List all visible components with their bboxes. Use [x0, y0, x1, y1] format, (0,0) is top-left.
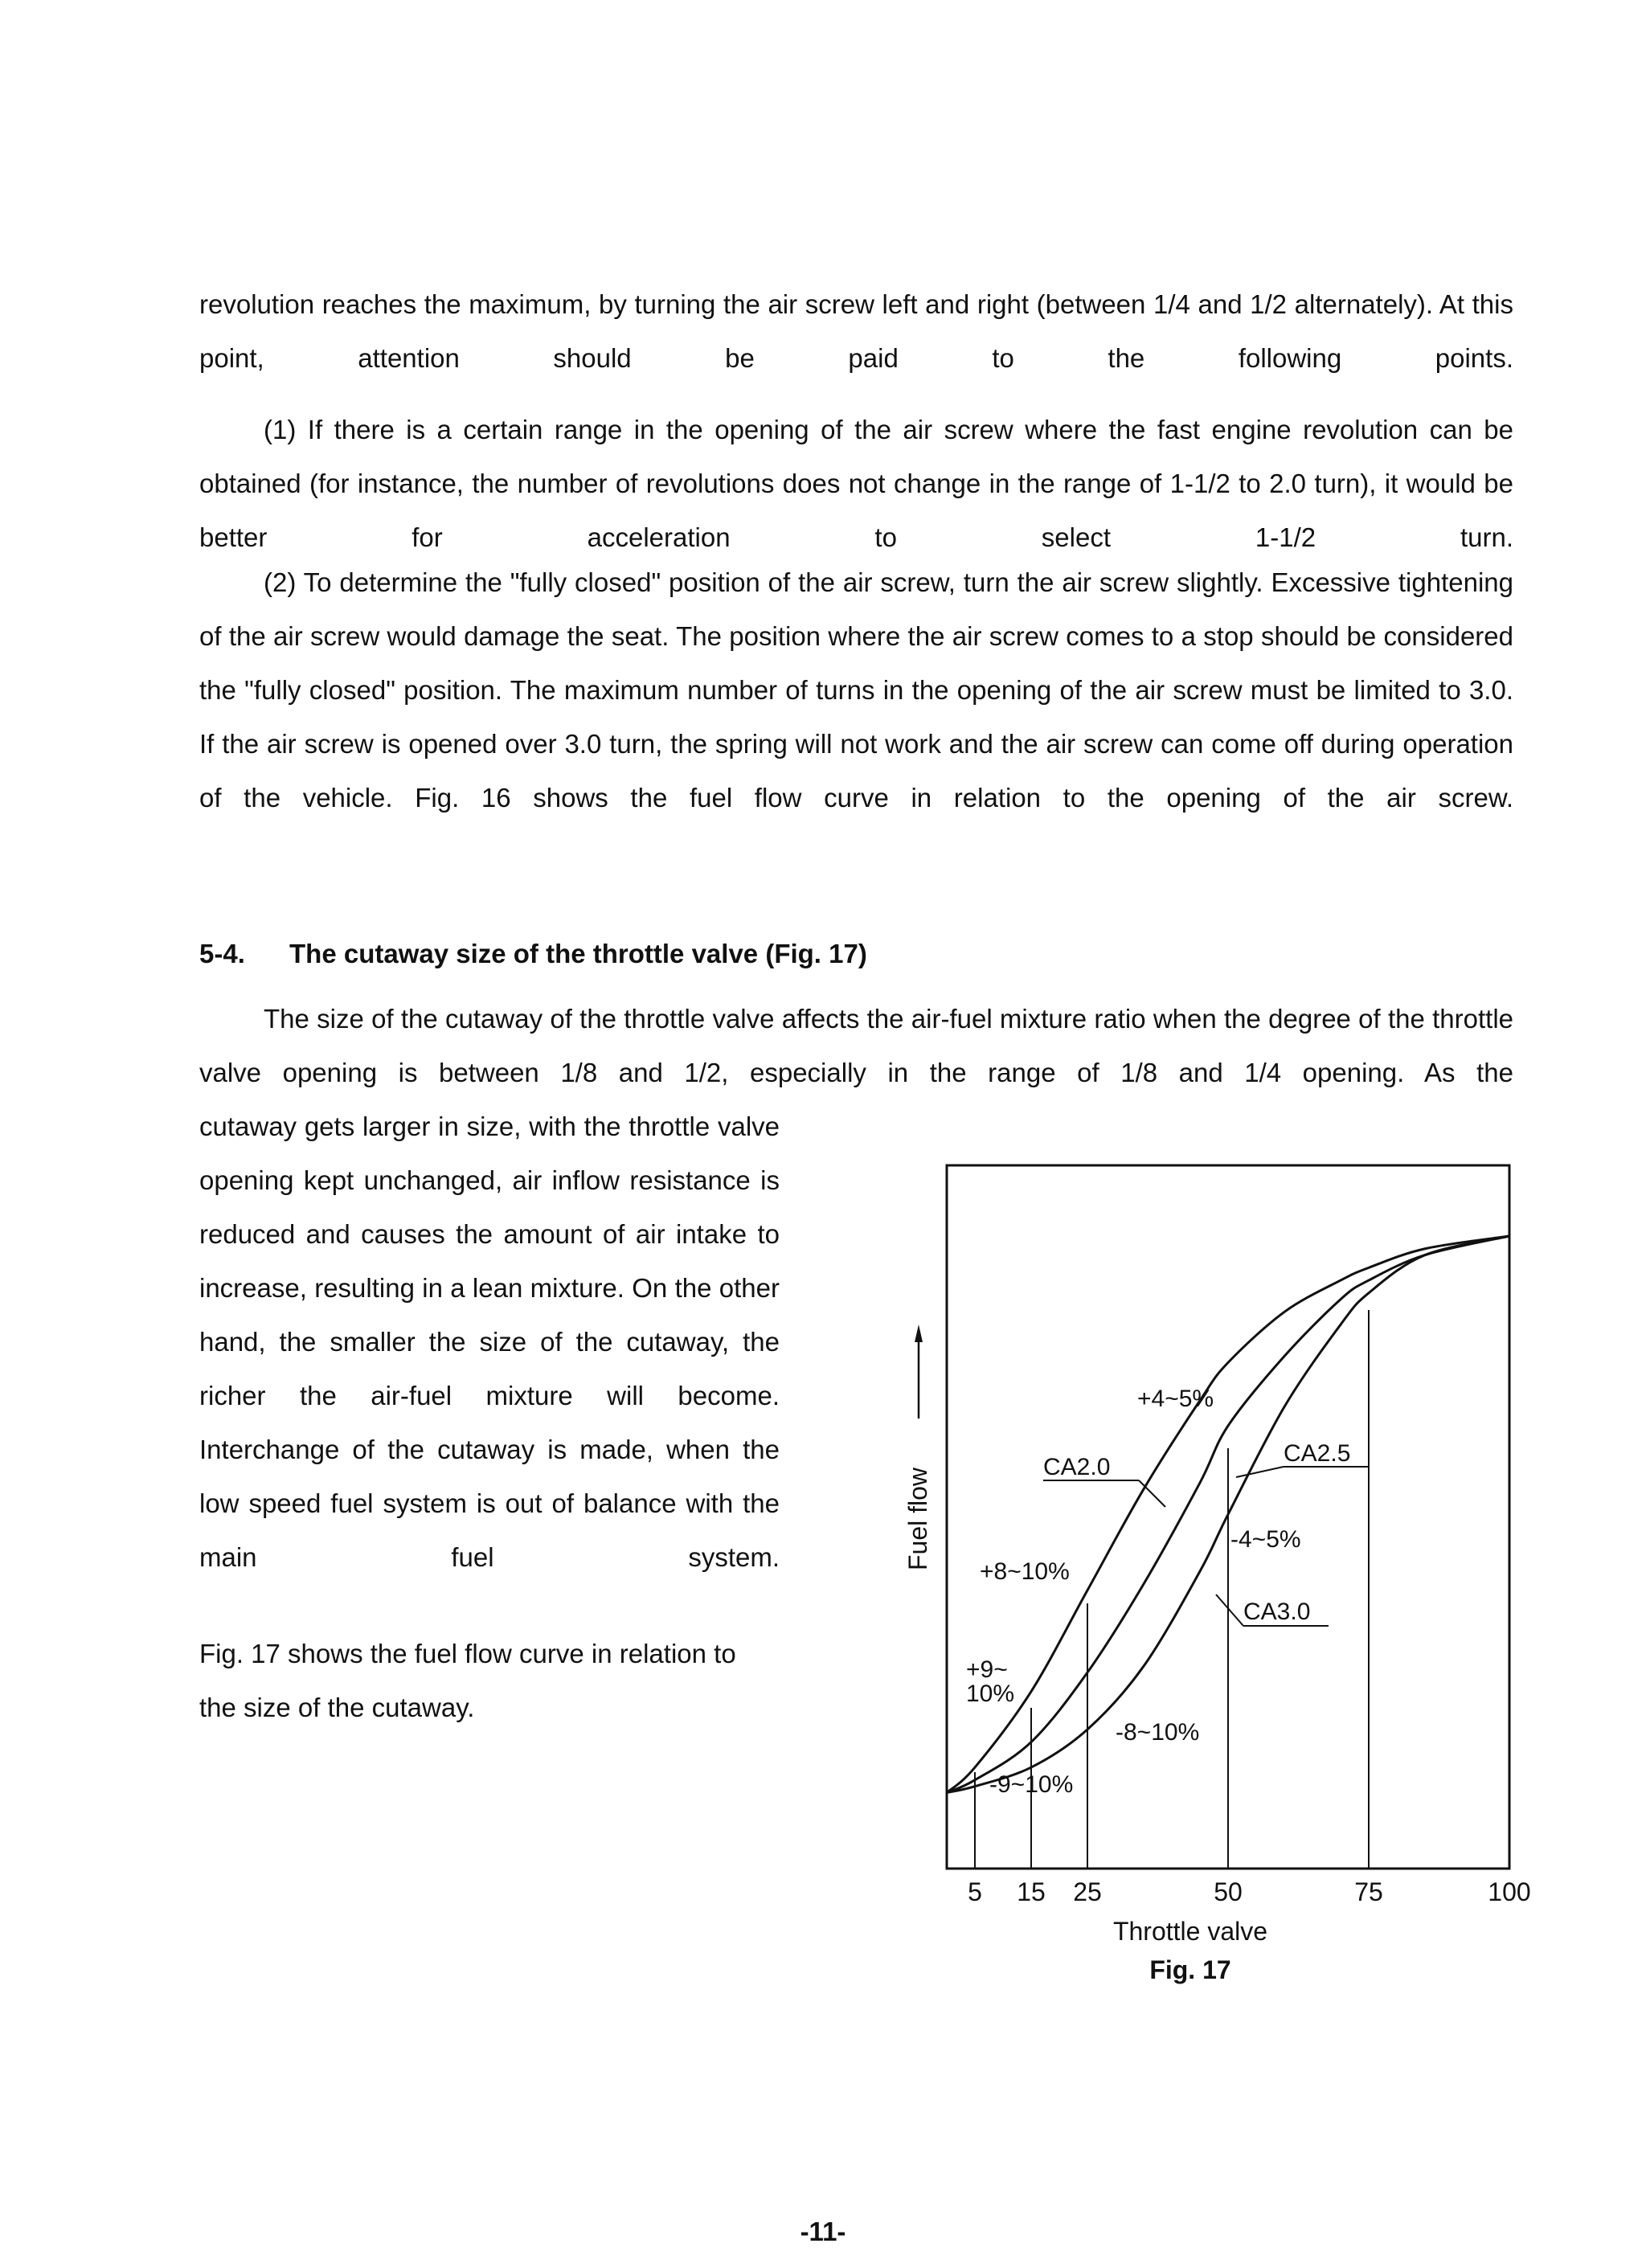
x-tick-label: 5 — [968, 1877, 982, 1906]
annotation-ca30: CA3.0 — [1243, 1599, 1311, 1625]
section-intro: The size of the cutaway of the throttle valve affects the air-fuel mixture ratio when the degree of the throttle valve opening is between 1/8 and 1/2, especially in the range of 1/8 and 1/4 opening. As the — [199, 1004, 1513, 1087]
annotation-plus-8-10: +8~10% — [980, 1558, 1070, 1585]
x-tick-label: 50 — [1214, 1877, 1243, 1906]
x-tick-label: 75 — [1354, 1877, 1383, 1906]
paragraph-continuation: revolution reaches the maximum, by turning the air screw left and right (between 1/4 and 1/2 alternately). At this point, attention should be paid to the following points. — [199, 289, 1513, 373]
annotation-minus-4-5: -4~5% — [1230, 1526, 1301, 1553]
annotation-plus-4-5: +4~5% — [1137, 1386, 1214, 1412]
paragraph-point-2: (2) To determine the "fully closed" position of the air screw, turn the air screw slightly. Excessive tightening of the air screw would damage the seat. The position where the air screw comes to a stop should be considered the "fully closed" position. The maximum number of turns in the opening of the air screw must be limited to 3.0. If the air screw is opened over 3.0 turn, the spring will not work and the air screw can come off during operation of the vehicle. Fig. 16 shows the fuel flow curve in relation to the opening of the air screw. — [199, 567, 1513, 813]
leader-ca20-diag — [1139, 1480, 1165, 1507]
annotation-ca20: CA2.0 — [1043, 1454, 1111, 1480]
leader-ca25-diag — [1236, 1467, 1284, 1477]
annotation-ca25: CA2.5 — [1284, 1440, 1351, 1467]
annotation-10-pct: 10% — [966, 1681, 1015, 1707]
paragraph-point-1: (1) If there is a certain range in the opening of the air screw where the fast engine revolution can be obtained (for instance, the number of revolutions does not change in the range of 1-1/2 to 2.0 turn), it would be better for acceleration to select 1-1/2 turn. — [199, 415, 1513, 552]
y-axis-arrow-head — [915, 1324, 923, 1342]
section-heading — [199, 939, 867, 969]
annotation-minus-9-10: -9~10% — [989, 1771, 1074, 1798]
x-tick-label: 100 — [1488, 1877, 1531, 1906]
section-title: The cutaway size of the throttle valve (Fig. 17) — [289, 939, 867, 968]
page-number: -11- — [800, 2217, 846, 2246]
y-axis-label — [903, 1324, 932, 1570]
section-body: cutaway gets larger in size, with the throttle valve opening kept unchanged, air inflow resistance is reduced and causes the amount of air intake to increase, resulting in a lean mixture. On the other hand, the smaller the size of the cutaway, the richer the air-fuel mixture will become. Interchange of the cutaway is made, when the low speed fuel system is out of balance with the main fuel system. — [199, 1111, 780, 1572]
y-axis-title: Fuel flow — [903, 1467, 932, 1571]
leader-ca30-diag — [1216, 1595, 1243, 1626]
fig-17-chart — [872, 1141, 1531, 2009]
x-tick-label: 15 — [1017, 1877, 1046, 1906]
section-number: 5-4. — [199, 939, 245, 968]
figure-note: Fig. 17 shows the fuel flow curve in relation to the size of the cutaway. — [199, 1639, 736, 1722]
figure-caption: Fig. 17 — [1149, 1955, 1231, 1984]
x-axis-title: Throttle valve — [1112, 1917, 1268, 1946]
annotation-plus-9: +9~ — [966, 1656, 1008, 1683]
x-tick-label: 25 — [1073, 1877, 1102, 1906]
annotation-minus-8-10: -8~10% — [1116, 1719, 1200, 1746]
